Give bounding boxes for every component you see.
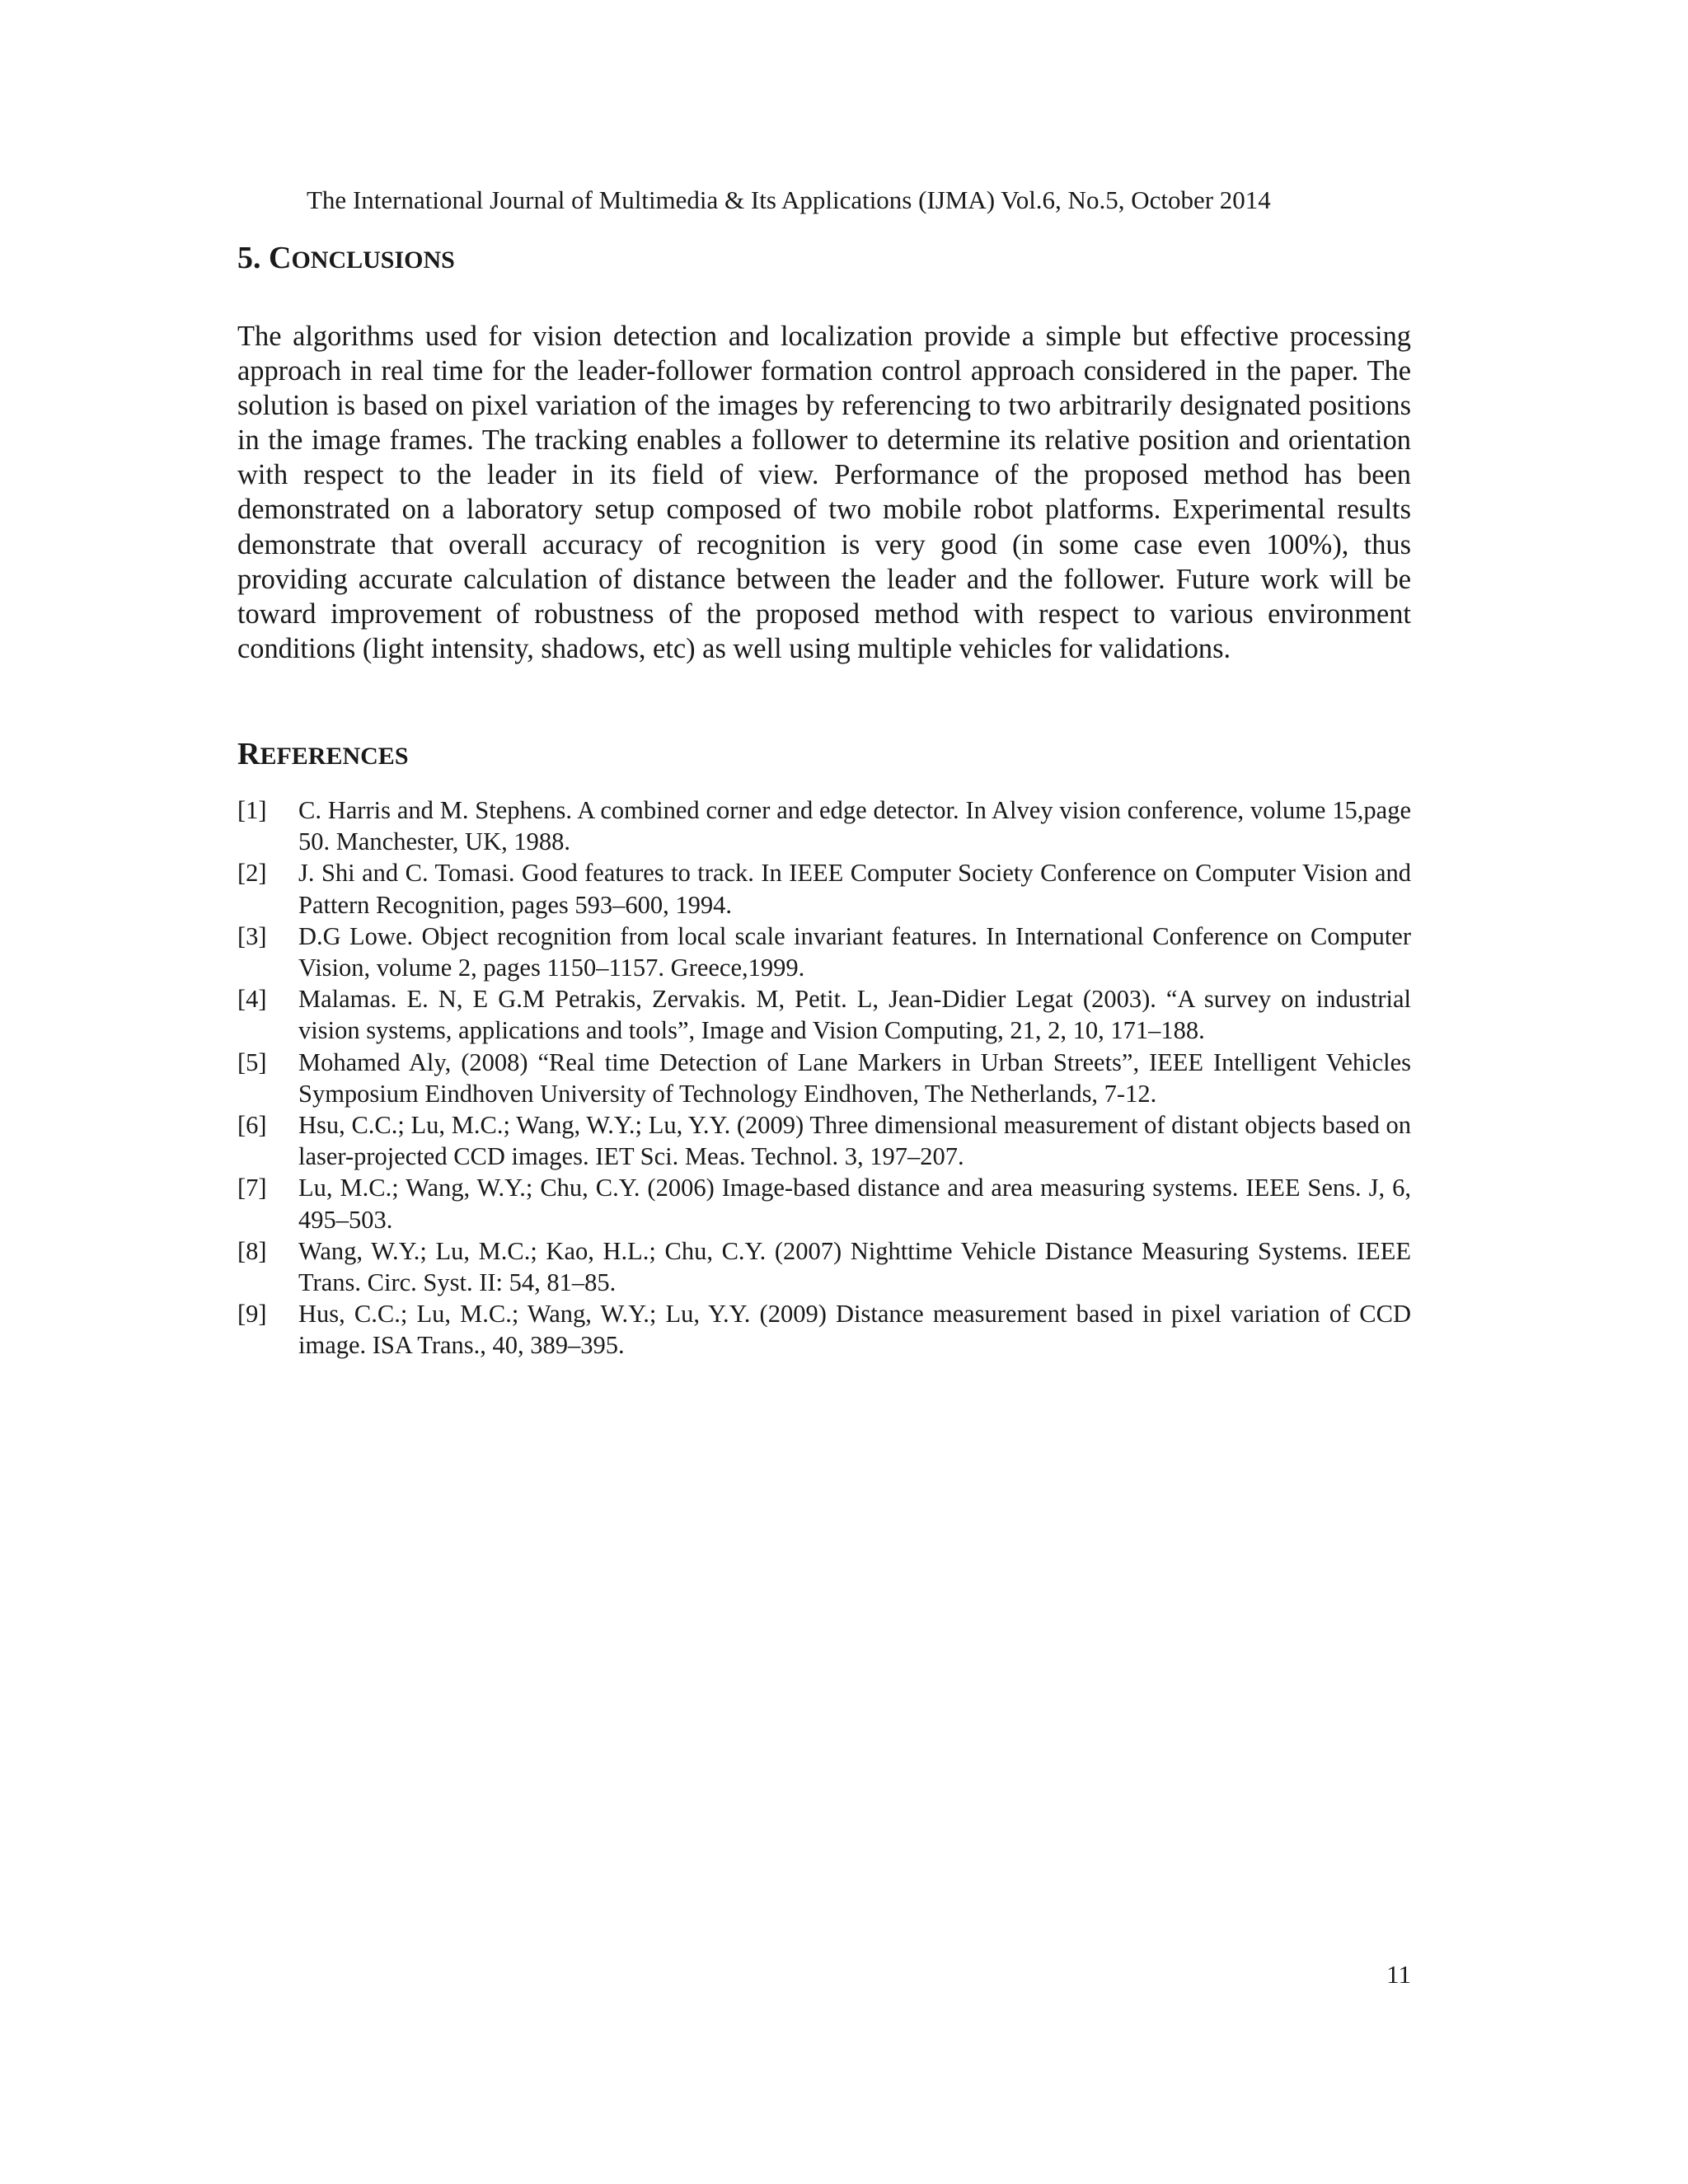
- reference-item: [237, 921, 1411, 983]
- reference-number: [2]: [237, 859, 267, 888]
- reference-number: [4]: [237, 985, 267, 1014]
- reference-text: Hsu, C.C.; Lu, M.C.; Wang, W.Y.; Lu, Y.Y. (2009) Three dimensional measurement of distant objects based on laser-projected CCD images. IET Sci. Meas. Technol. 3, 197–207.: [298, 1111, 1411, 1171]
- conclusions-paragraph: The algorithms used for vision detection and localization provide a simple but effective processing approach in real time for the leader-follower formation control approach considered in the paper. The solution is based on pixel variation of the images by referencing to two arbitrarily designated positions in the image frames. The tracking enables a follower to determine its relative position and orientation with respect to the leader in its field of view. Performance of the proposed method has been demonstrated on a laboratory setup composed of two mobile robot platforms. Experimental results demonstrate that overall accuracy of recognition is very good (in some case even 100%), thus providing accurate calculation of distance between the leader and the follower. Future work will be toward improvement of robustness of the proposed method with respect to various environment conditions (light intensity, shadows, etc) as well using multiple vehicles for validations.: [237, 321, 1411, 664]
- reference-number: [8]: [237, 1236, 267, 1265]
- reference-number: [7]: [237, 1174, 267, 1202]
- reference-number: [5]: [237, 1047, 267, 1076]
- reference-item: [237, 1047, 1411, 1109]
- running-header: The International Journal of Multimedia & Its Applications (IJMA) Vol.6, No.5, October 2014: [307, 185, 1271, 214]
- reference-item: [237, 857, 1411, 920]
- heading-initial: C: [269, 241, 292, 275]
- page-number: 11: [1386, 1960, 1411, 1989]
- reference-text: Lu, M.C.; Wang, W.Y.; Chu, C.Y. (2006) Image-based distance and area measuring systems. IEEE Sens. J, 6, 495–503.: [298, 1174, 1411, 1234]
- reference-item: [237, 983, 1411, 1046]
- reference-number: [9]: [237, 1300, 267, 1329]
- reference-item: [237, 1109, 1411, 1172]
- reference-list: [237, 794, 1411, 1361]
- heading-rest: EFERENCES: [260, 743, 409, 770]
- reference-number: [1]: [237, 796, 267, 824]
- reference-number: [3]: [237, 921, 267, 950]
- references-heading: [237, 733, 409, 777]
- reference-number: [6]: [237, 1111, 267, 1140]
- reference-text: J. Shi and C. Tomasi. Good features to track. In IEEE Computer Society Conference on Computer Vision and Pattern Recognition, pages 593–600, 1994.: [298, 859, 1411, 919]
- reference-text: Wang, W.Y.; Lu, M.C.; Kao, H.L.; Chu, C.Y. (2007) Nighttime Vehicle Distance Measuring Systems. IEEE Trans. Circ. Syst. II: 54, 81–85.: [298, 1236, 1411, 1297]
- reference-text: Mohamed Aly, (2008) “Real time Detection of Lane Markers in Urban Streets”, IEEE Intelligent Vehicles Symposium Eindhoven University of Technology Eindhoven, The Netherlands, 7-12.: [298, 1047, 1411, 1108]
- reference-text: D.G Lowe. Object recognition from local scale invariant features. In International Conference on Computer Vision, volume 2, pages 1150–1157. Greece,1999.: [298, 921, 1411, 982]
- reference-text: C. Harris and M. Stephens. A combined corner and edge detector. In Alvey vision conference, volume 15,page 50. Manchester, UK, 1988.: [298, 796, 1411, 856]
- reference-item: [237, 794, 1411, 857]
- reference-text: Hus, C.C.; Lu, M.C.; Wang, W.Y.; Lu, Y.Y. (2009) Distance measurement based in pixel variation of CCD image. ISA Trans., 40, 389–395.: [298, 1300, 1411, 1360]
- heading-rest: ONCLUSIONS: [291, 246, 455, 274]
- heading-initial: R: [237, 737, 260, 771]
- reference-item: [237, 1235, 1411, 1298]
- section-number: 5.: [237, 241, 261, 275]
- conclusions-heading: [237, 237, 455, 281]
- reference-text: Malamas. E. N, E G.M Petrakis, Zervakis. M, Petit. L, Jean-Didier Legat (2003). “A survey on industrial vision systems, applications and tools”, Image and Vision Computing, 21, 2, 10, 171–188.: [298, 985, 1411, 1045]
- reference-item: [237, 1298, 1411, 1361]
- reference-item: [237, 1172, 1411, 1235]
